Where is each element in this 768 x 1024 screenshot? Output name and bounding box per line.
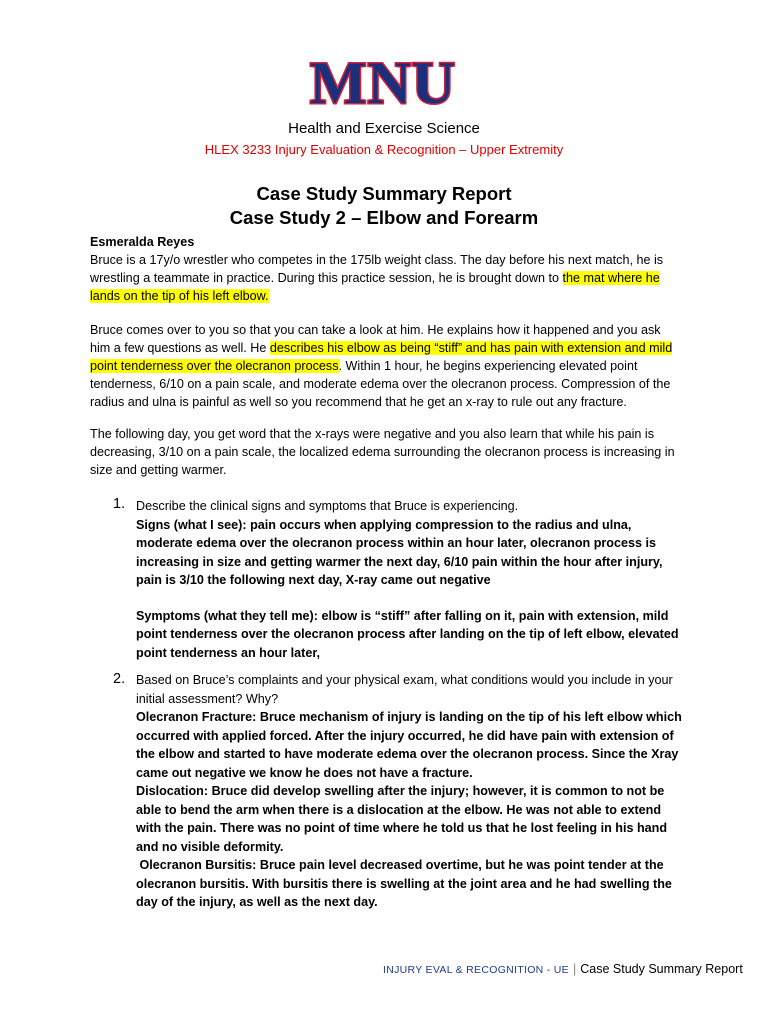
paragraph-text: . Within 1 hour, he begins experiencing elevated point tenderness, 6/10 on a pain scale, and moderate edema over the olecranon process. Compression of the radius and ulna is painful as well so you recommend that he get an x-ray to rule out any fracture. [90, 359, 671, 409]
scenario-paragraph-2 [90, 321, 684, 411]
report-title: Case Study Summary Report [256, 183, 512, 204]
author-name: Esmeralda Reyes [90, 235, 195, 249]
svg-text:MNU: MNU [309, 50, 457, 112]
question-1 [136, 497, 684, 662]
footer-course: INJURY EVAL & RECOGNITION - UE [383, 964, 569, 976]
answer-symptoms: Symptoms (what they tell me): elbow is “stiff” after falling on it, pain with extension, mild point tenderness over the olecranon process after landing on the tip of left elbow, elevated point tenderness an hour later, [136, 608, 679, 660]
paragraph-text: Bruce is a 17y/o wrestler who competes in the 175lb weight class. The day before his next match, he is wrestling a teammate in practice. During this practice session, he is brought down to [90, 253, 664, 285]
question-number: 1. [113, 496, 126, 512]
question-text: Based on Bruce’s complaints and your physical exam, what conditions would you include in your initial assessment? Why? [136, 673, 673, 706]
answer-fracture: Olecranon Fracture: Bruce mechanism of injury is landing on the tip of his left elbow which occurred with applied forced. After the injury occurred, he did have pain with extension of the elbow and started to have moderate edema over the olecranon process. Since the Xray came out negative we know he does not have a fracture. [136, 710, 682, 780]
question-text: Describe the clinical signs and symptoms that Bruce is experiencing. [136, 499, 519, 513]
highlighted-text: describes his elbow as being “stiff” and has pain with extension and mild point tenderness over the olecranon process [90, 341, 673, 373]
mnu-logo [297, 50, 469, 112]
page-footer [383, 962, 743, 976]
answer-dislocation: Dislocation: Bruce did develop swelling after the injury; however, it is common to not be able to bend the arm when there is a dislocation at the elbow. He was not able to extend with the pain. There was no point of time where he told us that he lost feeling in his hand and no visible deformity. [136, 784, 668, 854]
course-title: HLEX 3233 Injury Evaluation & Recognition – Upper Extremity [204, 142, 564, 157]
footer-separator: | [572, 962, 577, 976]
question-number: 2. [113, 671, 126, 687]
footer-report-title: Case Study Summary Report [580, 962, 743, 976]
answer-signs: Signs (what I see): pain occurs when applying compression to the radius and ulna, moderate edema over the olecranon process within an hour later, olecranon process is increasing in size and getting warmer the next day, 6/10 pain within the hour after injury, pain is 3/10 the following next day, X-ray came out negative [136, 517, 663, 587]
scenario-paragraph-3: The following day, you get word that the x-rays were negative and you also learn that while his pain is decreasing, 3/10 on a pain scale, the localized edema surrounding the olecranon process is increasing in size and getting warmer. [90, 427, 675, 477]
case-study-title: Case Study 2 – Elbow and Forearm [229, 207, 539, 228]
question-2 [136, 671, 684, 912]
department-heading: Health and Exercise Science [288, 120, 480, 137]
answer-bursitis: Olecranon Bursitis: Bruce pain level decreased overtime, but he was point tender at the olecranon bursitis. With bursitis there is swelling at the joint area and he had swelling the day of the injury, as well as the next day. [136, 858, 676, 909]
paragraph-text: Bruce comes over to you so that you can take a look at him. He explains how it happened and you ask him a few questions as well. He [90, 323, 661, 355]
highlighted-text: the mat where he lands on the tip of his left elbow. [90, 271, 660, 303]
scenario-paragraph-1 [90, 251, 684, 305]
